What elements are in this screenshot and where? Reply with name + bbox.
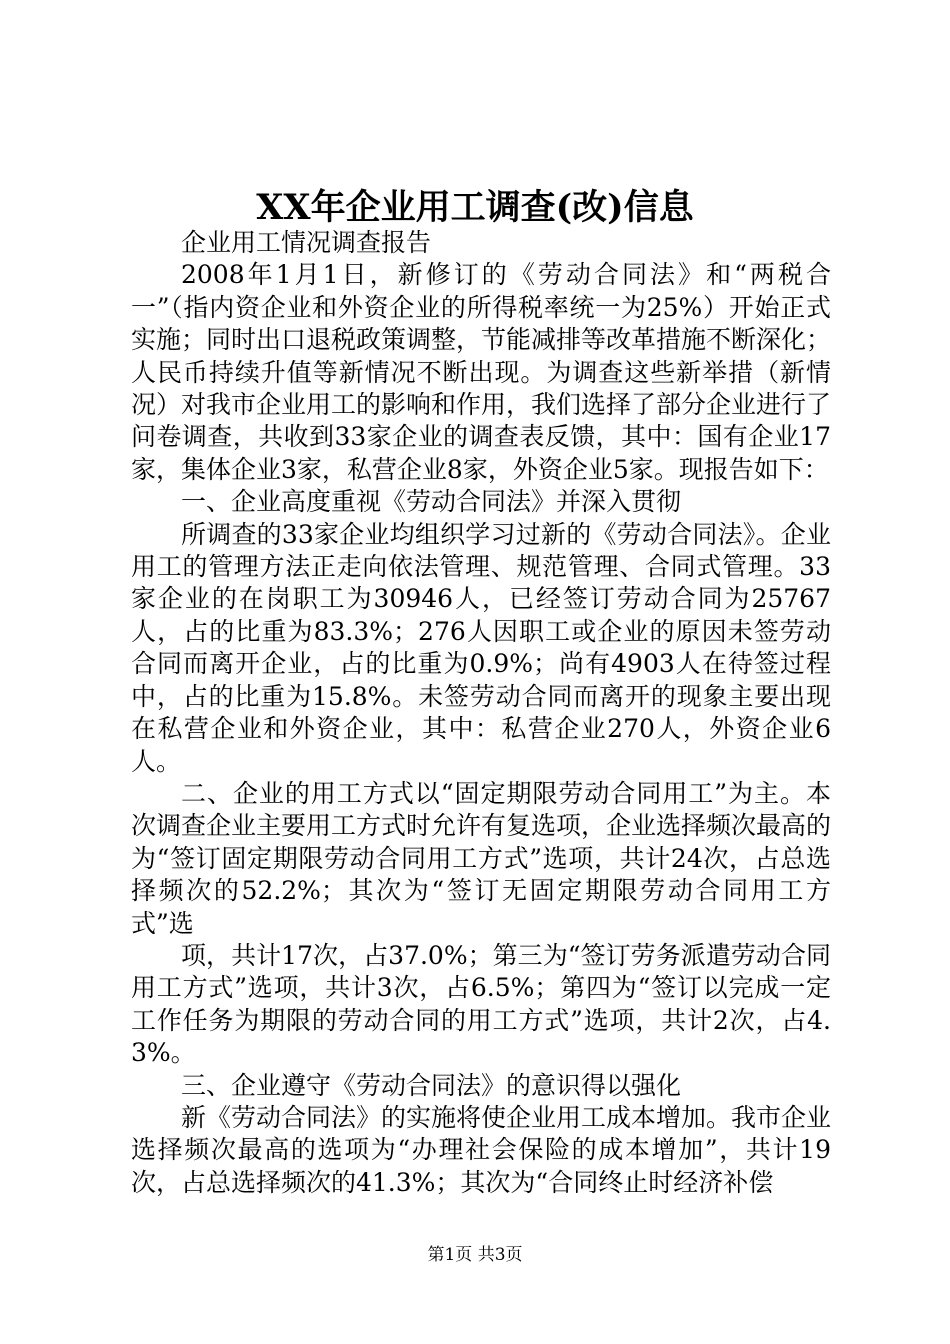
intro-paragraph: 2008年1月1日，新修订的《劳动合同法》和“两税合一”（指内资企业和外资企业的所得税率统一为25%）开始正式实施；同时出口退税政策调整，节能减排等改革措施不断深化；人民币持续升值等新情况不断出现。为调查这些新举措（新情况）对我市企业用工的影响和作用，我们选择了部分企业进行了问卷调查，共收到33家企业的调查表反馈，其中：国有企业17家，集体企业3家，私营企业8家，外资企业5家。现报告如下：	[131, 260, 832, 484]
report-subtitle: 企业用工情况调查报告	[181, 228, 432, 257]
section-heading-3: 三、企业遵守《劳动合同法》的意识得以强化	[181, 1070, 682, 1100]
section-heading-1: 一、企业高度重视《劳动合同法》并深入贯彻	[181, 487, 682, 517]
section-3-paragraph: 新《劳动合同法》的实施将使企业用工成本增加。我市企业选择频次最高的选项为“办理社会保险的成本增加”，共计19次，占总选择频次的41.3%；其次为“合同终止时经济补偿	[131, 1102, 832, 1197]
document-title: XX年企业用工调查(改)信息	[256, 187, 694, 228]
section-1-paragraph: 所调查的33家企业均组织学习过新的《劳动合同法》。企业用工的管理方法正走向依法管理、规范管理、合同式管理。33家企业的在岗职工为30946人，已经签订劳动合同为25767人，占的比重为83.3%；276人因职工或企业的原因未签劳动合同而离开企业，占的比重为0.9%；尚有4903人在待签过程中，占的比重为15.8%。未签劳动合同而离开的现象主要出现在私营企业和外资企业，其中：私营企业270人，外资企业6人。	[131, 519, 831, 776]
page-footer: 第1页 共3页	[427, 1245, 523, 1265]
document-body	[131, 227, 831, 1199]
section-2-continuation: 项，共计17次，占37.0%；第三为“签订劳务派遣劳动合同用工方式”选项，共计3次，占6.5%；第四为“签订以完成一定工作任务为期限的劳动合同的用工方式”选项，共计2次，占4.3%。	[131, 940, 831, 1068]
section-2-paragraph: 二、企业的用工方式以“固定期限劳动合同用工”为主。本次调查企业主要用工方式时允许有复选项，企业选择频次最高的为“签订固定期限劳动合同用工方式”选项，共计24次，占总选择频次的52.2%；其次为“签订无固定期限劳动合同用工方式”选	[131, 778, 832, 938]
